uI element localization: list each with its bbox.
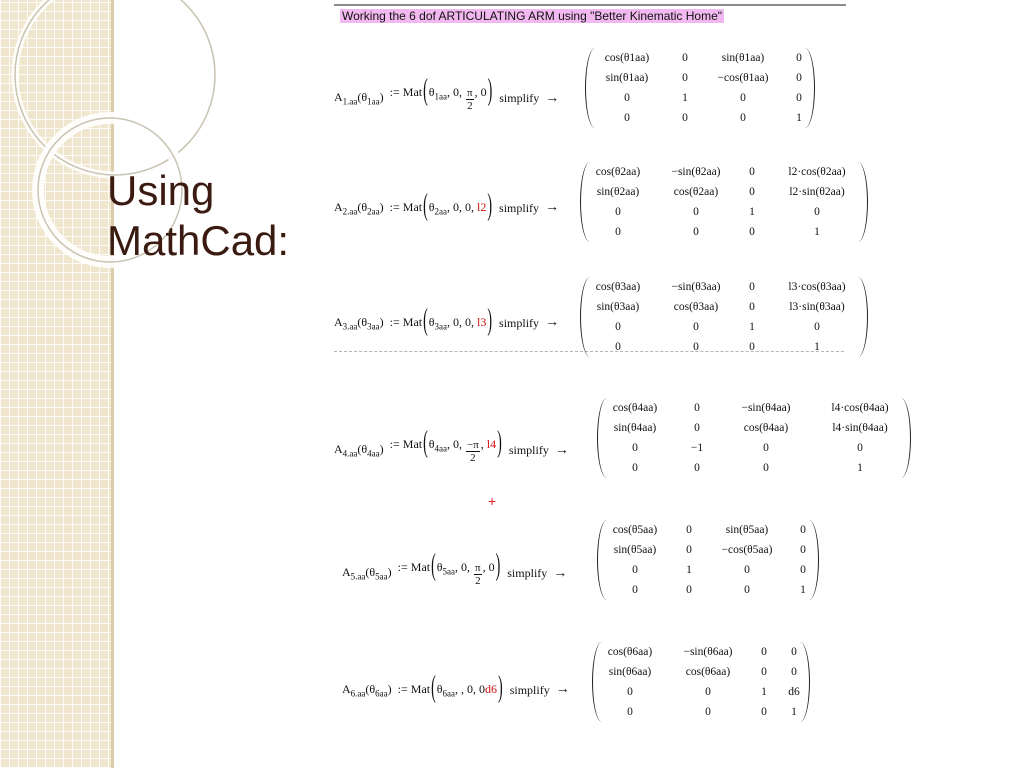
matrix-cell: 0 (749, 301, 755, 313)
args-post: , 0 (482, 560, 495, 574)
matrix-cell: cos(θ3aa) (673, 301, 719, 313)
matrix-cell: sin(θ1aa) (721, 52, 765, 64)
close-paren: ) (379, 442, 384, 457)
fraction (466, 439, 480, 464)
worksheet-top-border (334, 4, 846, 6)
result-matrix-4 (597, 398, 911, 478)
matrix-row (593, 662, 809, 682)
matrix-row (598, 438, 910, 458)
matrix-name (334, 315, 384, 331)
theta-subscript: 6aa (375, 688, 388, 699)
matrix-index: 3.aa (342, 321, 358, 332)
matrix-cell: l2·sin(θ2aa) (789, 186, 845, 198)
matrix-cell: 0 (624, 112, 630, 124)
matrix-table (598, 398, 910, 478)
matrix-cell: 0 (615, 321, 621, 333)
matrix-cell: 0 (693, 341, 699, 353)
matrix-row (586, 48, 814, 68)
matrix-symbol: A (342, 565, 351, 580)
result-matrix-6 (592, 642, 810, 722)
highlighted-argument: l4 (486, 437, 497, 451)
fraction-numerator: −π (467, 439, 479, 451)
matrix-row (581, 182, 867, 202)
matrix-cell: 0 (800, 564, 806, 576)
matrix-cell: sin(θ4aa) (613, 422, 657, 434)
theta-subscript: 4aa (367, 448, 380, 459)
close-paren: ) (387, 682, 392, 696)
equation-lhs-6 (342, 672, 570, 706)
arg-theta-subscript: 4aa (434, 443, 448, 454)
equation-lhs-2 (334, 190, 560, 224)
insert-cursor-marker: + (488, 493, 497, 509)
matrix-cell: sin(θ1aa) (605, 72, 649, 84)
call-close-paren: ) (487, 305, 493, 339)
matrix-cell: 1 (761, 686, 767, 698)
matrix-row (598, 520, 818, 540)
matrix-row (586, 88, 814, 108)
result-matrix-2 (580, 162, 868, 242)
theta-subscript: 3aa (367, 321, 380, 332)
matrix-cell: 0 (694, 422, 700, 434)
theta-subscript: 1aa (367, 96, 380, 107)
highlighted-argument: l2 (477, 200, 487, 214)
matrix-cell: cos(θ5aa) (612, 524, 658, 536)
matrix-row (581, 337, 867, 357)
matrix-cell: cos(θ2aa) (673, 186, 719, 198)
matrix-cell: cos(θ2aa) (595, 166, 641, 178)
assign-operator: := Mat (397, 560, 431, 574)
matrix-cell: l3·cos(θ3aa) (788, 281, 846, 293)
matrix-cell: sin(θ3aa) (596, 301, 640, 313)
matrix-cell: −cos(θ5aa) (721, 544, 773, 556)
slide-title-line-1: Using (107, 167, 215, 214)
matrix-cell: 0 (615, 206, 621, 218)
call-close-paren: ) (498, 672, 503, 706)
args-pre: , 0, 0, (447, 315, 478, 329)
open-paren: ( (357, 442, 362, 457)
matrix-cell: 0 (686, 524, 692, 536)
mat-call (389, 427, 503, 464)
matrix-row (593, 682, 809, 702)
matrix-cell: −sin(θ6aa) (683, 646, 733, 658)
call-open-paren: ( (423, 305, 428, 339)
matrix-cell: 0 (749, 166, 755, 178)
arg-theta-subscript: 1aa (434, 91, 448, 102)
evaluation-arrow: → (545, 90, 560, 106)
args-pre: , 0, (455, 560, 474, 574)
theta-symbol: θ (369, 682, 376, 696)
close-paren: ) (379, 315, 384, 329)
matrix-name (342, 565, 392, 581)
matrix-cell: 0 (763, 442, 769, 454)
matrix-cell: 0 (744, 584, 750, 596)
slide-title-line-2: MathCad: (107, 217, 290, 264)
fraction-numerator: π (467, 87, 473, 99)
matrix-cell: −sin(θ2aa) (671, 166, 721, 178)
matrix-cell: 0 (740, 92, 746, 104)
matrix-cell: −1 (690, 442, 704, 454)
matrix-cell: 0 (632, 564, 638, 576)
arg-theta-subscript: 5aa (442, 566, 456, 577)
matrix-cell: −cos(θ1aa) (717, 72, 769, 84)
matrix-cell: 0 (705, 686, 711, 698)
assign-operator: := Mat (389, 85, 423, 99)
equation-lhs-4 (334, 427, 569, 464)
matrix-cell: d6 (788, 686, 800, 698)
matrix-cell: 0 (744, 564, 750, 576)
matrix-row (598, 560, 818, 580)
matrix-index: 4.aa (342, 448, 358, 459)
result-matrix-1 (585, 48, 815, 128)
matrix-cell: sin(θ2aa) (596, 186, 640, 198)
assign-operator: := Mat (389, 200, 423, 214)
mat-call (397, 550, 502, 587)
fraction-denominator: 2 (475, 575, 481, 587)
matrix-cell: 1 (791, 706, 797, 718)
open-paren: ( (357, 315, 362, 329)
matrix-cell: l3·sin(θ3aa) (789, 301, 845, 313)
matrix-table (593, 642, 809, 722)
matrix-index: 1.aa (342, 96, 358, 107)
matrix-cell: −sin(θ4aa) (741, 402, 791, 414)
matrix-cell: 0 (615, 226, 621, 238)
matrix-row (586, 68, 814, 88)
matrix-cell: cos(θ4aa) (612, 402, 658, 414)
matrix-table (586, 48, 814, 128)
matrix-cell: 0 (749, 341, 755, 353)
assign-operator: := Mat (389, 315, 423, 329)
fraction-denominator: 2 (467, 100, 473, 112)
call-close-paren: ) (495, 550, 501, 584)
matrix-cell: 1 (814, 341, 820, 353)
matrix-symbol: A (334, 442, 343, 457)
matrix-symbol: A (334, 200, 343, 214)
matrix-row (581, 277, 867, 297)
matrix-cell: 0 (627, 686, 633, 698)
matrix-cell: 0 (800, 544, 806, 556)
matrix-cell: 0 (761, 706, 767, 718)
matrix-name (342, 682, 392, 698)
call-close-paren: ) (487, 190, 493, 224)
matrix-row (581, 222, 867, 242)
args-pre: , 0, (447, 85, 466, 99)
matrix-cell: 1 (796, 112, 802, 124)
call-open-paren: ( (431, 550, 436, 584)
matrix-table (598, 520, 818, 600)
args-pre: , 0, 0, (447, 200, 478, 214)
matrix-cell: 0 (682, 52, 688, 64)
mat-call (397, 672, 504, 706)
call-close-paren: ) (497, 427, 502, 461)
matrix-row (593, 642, 809, 662)
matrix-cell: cos(θ6aa) (685, 666, 731, 678)
fraction-denominator: 2 (470, 452, 476, 464)
open-paren: ( (365, 565, 370, 580)
matrix-row (598, 458, 910, 478)
close-paren: ) (379, 200, 384, 214)
simplify-keyword: simplify (508, 443, 549, 457)
arg-theta: θ (436, 682, 443, 696)
matrix-cell: sin(θ5aa) (725, 524, 769, 536)
fraction (466, 87, 474, 112)
worksheet-banner: Working the 6 dof ARTICULATING ARM using "Better Kinematic Home" (342, 9, 722, 23)
simplify-keyword: simplify (499, 91, 540, 105)
matrix-cell: 0 (763, 462, 769, 474)
result-matrix-3 (580, 277, 868, 357)
matrix-cell: 1 (749, 206, 755, 218)
matrix-cell: 0 (740, 112, 746, 124)
matrix-cell: cos(θ1aa) (604, 52, 650, 64)
matrix-cell: 0 (791, 646, 797, 658)
matrix-cell: 0 (686, 544, 692, 556)
matrix-name (334, 442, 384, 458)
matrix-cell: 0 (615, 341, 621, 353)
matrix-row (598, 580, 818, 600)
matrix-cell: 0 (693, 226, 699, 238)
matrix-cell: 0 (686, 584, 692, 596)
theta-symbol: θ (361, 442, 368, 457)
matrix-cell: 0 (627, 706, 633, 718)
matrix-cell: sin(θ5aa) (613, 544, 657, 556)
matrix-table (581, 277, 867, 357)
matrix-cell: 0 (694, 462, 700, 474)
mat-call (389, 75, 494, 112)
arg-theta: θ (428, 437, 435, 451)
matrix-cell: 1 (686, 564, 692, 576)
matrix-symbol: A (334, 315, 343, 329)
matrix-cell: 0 (814, 321, 820, 333)
matrix-cell: 0 (632, 462, 638, 474)
matrix-row (598, 418, 910, 438)
matrix-cell: 1 (749, 321, 755, 333)
evaluation-arrow: → (554, 442, 569, 458)
matrix-cell: 0 (682, 72, 688, 84)
matrix-cell: 0 (761, 666, 767, 678)
args-post: , 0, 0 (461, 682, 486, 696)
matrix-cell: l4·cos(θ4aa) (831, 402, 889, 414)
fraction (474, 562, 482, 587)
matrix-symbol: A (342, 682, 351, 696)
args-pre: , (455, 682, 462, 696)
matrix-row (581, 317, 867, 337)
matrix-symbol: A (334, 90, 343, 105)
matrix-row (586, 108, 814, 128)
mat-call (389, 305, 493, 339)
mat-call (389, 190, 493, 224)
matrix-name (334, 200, 384, 216)
matrix-cell: 1 (814, 226, 820, 238)
matrix-cell: 0 (624, 92, 630, 104)
matrix-cell: 0 (749, 186, 755, 198)
assign-operator: := Mat (397, 682, 431, 696)
matrix-cell: 0 (796, 92, 802, 104)
call-close-paren: ) (487, 75, 493, 109)
matrix-cell: cos(θ3aa) (595, 281, 641, 293)
call-open-paren: ( (431, 672, 436, 706)
arg-theta: θ (428, 315, 435, 329)
matrix-cell: 0 (682, 112, 688, 124)
open-paren: ( (357, 200, 362, 214)
matrix-cell: 1 (800, 584, 806, 596)
equation-lhs-3 (334, 305, 560, 339)
matrix-cell: 0 (705, 706, 711, 718)
simplify-keyword: simplify (499, 315, 540, 330)
theta-symbol: θ (361, 315, 368, 329)
matrix-cell: l4·sin(θ4aa) (832, 422, 888, 434)
arg-theta-subscript: 3aa (434, 321, 448, 332)
matrix-cell: 0 (693, 206, 699, 218)
arg-theta-subscript: 2aa (434, 206, 448, 217)
matrix-cell: 0 (693, 321, 699, 333)
matrix-cell: 0 (796, 72, 802, 84)
args-pre: , 0, (447, 437, 466, 451)
call-open-paren: ( (423, 427, 428, 461)
simplify-keyword: simplify (509, 682, 550, 697)
result-matrix-5 (597, 520, 819, 600)
matrix-cell: 1 (857, 462, 863, 474)
call-open-paren: ( (423, 190, 428, 224)
open-paren: ( (357, 90, 362, 105)
theta-symbol: θ (369, 565, 376, 580)
evaluation-arrow: → (545, 200, 560, 216)
open-paren: ( (365, 682, 370, 696)
equation-lhs-1 (334, 75, 560, 112)
matrix-cell: −sin(θ3aa) (671, 281, 721, 293)
simplify-keyword: simplify (507, 566, 548, 580)
assign-operator: := Mat (389, 437, 423, 451)
matrix-index: 5.aa (350, 571, 366, 582)
arg-theta: θ (428, 85, 435, 99)
args-post: , (480, 437, 487, 451)
matrix-cell: 0 (800, 524, 806, 536)
args-post: , 0 (474, 85, 487, 99)
evaluation-arrow: → (553, 565, 568, 581)
matrix-cell: 0 (857, 442, 863, 454)
call-open-paren: ( (423, 75, 428, 109)
matrix-cell: 0 (791, 666, 797, 678)
matrix-cell: 0 (632, 584, 638, 596)
matrix-cell: l2·cos(θ2aa) (788, 166, 846, 178)
close-paren: ) (387, 565, 392, 580)
matrix-table (581, 162, 867, 242)
matrix-cell: 1 (682, 92, 688, 104)
matrix-row (581, 162, 867, 182)
matrix-cell: 0 (632, 442, 638, 454)
highlighted-argument: l3 (477, 315, 487, 329)
matrix-row (598, 398, 910, 418)
evaluation-arrow: → (555, 682, 570, 698)
matrix-row (581, 202, 867, 222)
equation-lhs-5 (342, 550, 568, 587)
matrix-name (334, 90, 384, 106)
matrix-index: 6.aa (350, 688, 366, 699)
highlighted-argument: d6 (485, 682, 498, 696)
theta-subscript: 5aa (375, 571, 388, 582)
fraction-numerator: π (475, 562, 481, 574)
matrix-cell: cos(θ4aa) (743, 422, 789, 434)
matrix-cell: cos(θ6aa) (607, 646, 653, 658)
matrix-row (581, 297, 867, 317)
arg-theta: θ (428, 200, 435, 214)
matrix-row (593, 702, 809, 722)
matrix-cell: sin(θ6aa) (608, 666, 652, 678)
theta-symbol: θ (361, 90, 368, 105)
arg-theta: θ (436, 560, 443, 574)
simplify-keyword: simplify (499, 200, 540, 215)
matrix-cell: 0 (761, 646, 767, 658)
matrix-row (598, 540, 818, 560)
arg-theta-subscript: 6aa (442, 688, 456, 699)
matrix-cell: 0 (796, 52, 802, 64)
slide-title (107, 166, 289, 266)
matrix-index: 2.aa (342, 206, 358, 217)
matrix-cell: 0 (749, 226, 755, 238)
matrix-cell: 0 (814, 206, 820, 218)
matrix-cell: 0 (749, 281, 755, 293)
evaluation-arrow: → (545, 315, 560, 331)
theta-symbol: θ (361, 200, 368, 214)
matrix-cell: 0 (694, 402, 700, 414)
theta-subscript: 2aa (367, 206, 380, 217)
close-paren: ) (379, 90, 384, 105)
